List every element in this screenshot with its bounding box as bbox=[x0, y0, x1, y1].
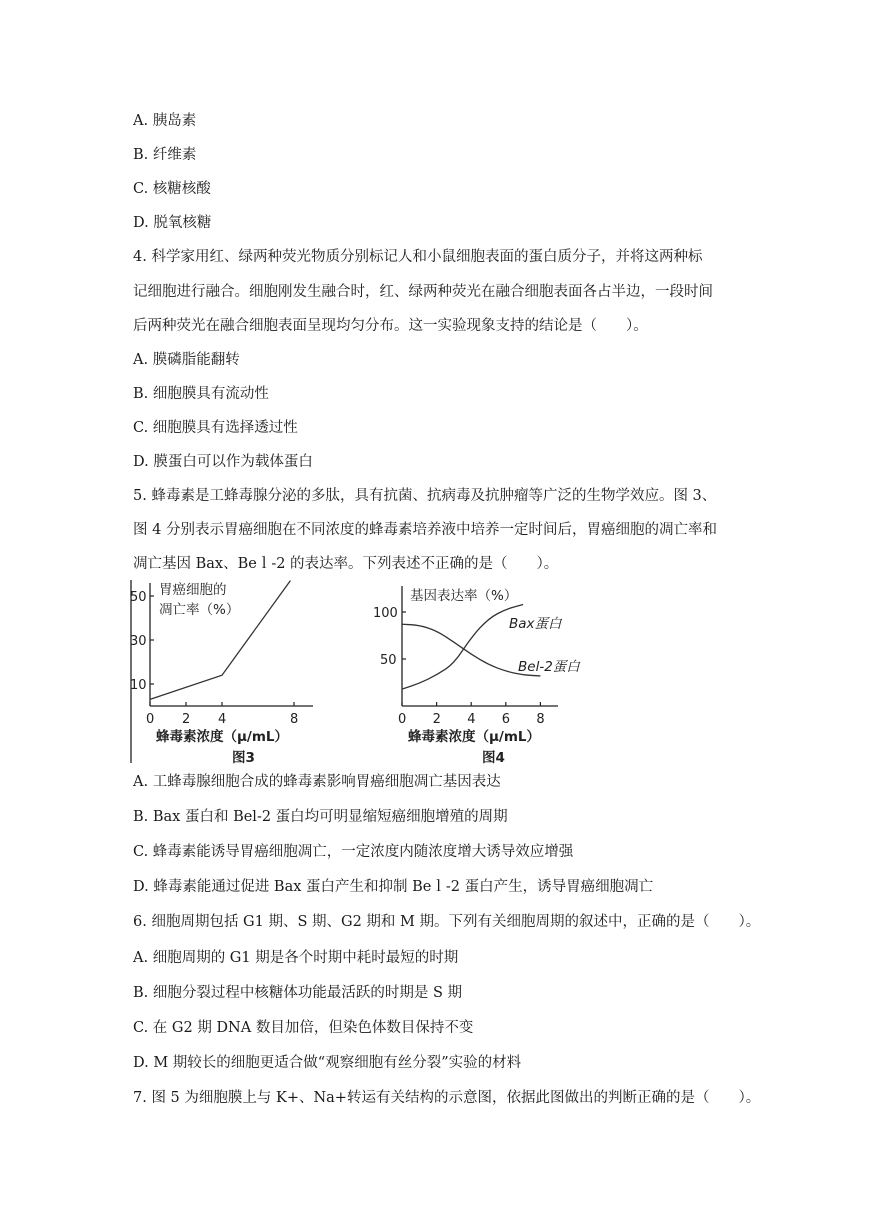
fig3-xlabel: 蜂毒素浓度（μ/mL） bbox=[156, 729, 289, 745]
fig4-xtick-label: 4 bbox=[467, 712, 476, 727]
fig4-xtick-label: 2 bbox=[432, 712, 441, 727]
fig3-ylabel-2: 凋亡率（%） bbox=[159, 602, 240, 618]
text-line: 5. 蜂毒素是工蜂毒腺分泌的多肽，具有抗菌、抗病毒及抗肿瘤等广泛的生物学效应。图 3、 bbox=[133, 488, 717, 505]
fig4-xlabel: 蜂毒素浓度（μ/mL） bbox=[408, 729, 541, 745]
fig4-series-label-bax: Bax蛋白 bbox=[509, 616, 562, 632]
fig3-ytick-label: 30 bbox=[130, 634, 147, 649]
fig4-xtick-label: 6 bbox=[501, 712, 511, 727]
text-line: A. 细胞周期的 G1 期是各个时期中耗时最短的时期 bbox=[133, 949, 459, 966]
figure-4-chart bbox=[368, 578, 608, 768]
text-line: B. 纤维素 bbox=[133, 147, 197, 164]
fig3-ytick-label: 10 bbox=[130, 678, 147, 693]
fig4-ytick-label: 50 bbox=[380, 653, 397, 668]
text-line: 7. 图 5 为细胞膜上与 K+、Na+转运有关结构的示意图，依据此图做出的判断正确的是（ ）。 bbox=[133, 1089, 761, 1106]
text-line: C. 核糖核酸 bbox=[133, 181, 211, 198]
text-line: 后两种荧光在融合细胞表面呈现均匀分布。这一实验现象支持的结论是（ ）。 bbox=[133, 317, 648, 334]
text-line: A. 胰岛素 bbox=[133, 113, 197, 129]
text-line: 6. 细胞周期包括 G1 期、S 期、G2 期和 M 期。下列有关细胞周期的叙述中，正确的是（ ）。 bbox=[133, 914, 761, 931]
fig3-ylabel-1: 胃癌细胞的 bbox=[159, 582, 227, 598]
text-line: D. 蜂毒素能通过促进 Bax 蛋白产生和抑制 Beｌ-2 蛋白产生，诱导胃癌细胞凋亡 bbox=[133, 879, 654, 896]
fig3-xtick-label: 2 bbox=[182, 712, 191, 727]
fig3-xtick-label: 0 bbox=[146, 712, 155, 727]
text-line: B. 细胞分裂过程中核糖体功能最活跃的时期是 S 期 bbox=[133, 984, 463, 1001]
text-line: 凋亡基因 Bax、Beｌ-2 的表达率。下列表述不正确的是（ ）。 bbox=[133, 556, 559, 573]
text-line: A. 工蜂毒腺细胞合成的蜂毒素影响胃癌细胞凋亡基因表达 bbox=[133, 774, 501, 790]
fig3-series-line bbox=[150, 581, 290, 700]
fig3-ytick-label: 50 bbox=[130, 590, 147, 605]
fig4-xtick-label: 0 bbox=[398, 712, 407, 727]
text-line: C. 在 G2 期 DNA 数目加倍，但染色体数目保持不变 bbox=[133, 1019, 474, 1036]
fig3-xtick-label: 8 bbox=[290, 712, 299, 727]
text-line: D. M 期较长的细胞更适合做“观察细胞有丝分裂”实验的材料 bbox=[133, 1054, 522, 1071]
text-line: C. 蜂毒素能诱导胃癌细胞凋亡，一定浓度内随浓度增大诱导效应增强 bbox=[133, 844, 574, 861]
text-line: 4. 科学家用红、绿两种荧光物质分别标记人和小鼠细胞表面的蛋白质分子，并将这两种标 bbox=[133, 249, 703, 266]
fig3-xtick-label: 4 bbox=[218, 712, 227, 727]
figure-3-chart bbox=[128, 578, 328, 768]
text-line: 图 4 分别表示胃癌细胞在不同浓度的蜂毒素培养液中培养一定时间后，胃癌细胞的凋亡率和 bbox=[133, 522, 717, 539]
fig4-bax-line bbox=[402, 604, 523, 689]
text-line: B. 细胞膜具有流动性 bbox=[133, 385, 269, 402]
fig4-caption: 图4 bbox=[482, 750, 505, 766]
fig4-axes bbox=[402, 586, 558, 706]
fig4-ytick-label: 100 bbox=[373, 606, 398, 621]
fig3-caption: 图3 bbox=[232, 750, 255, 766]
text-line: D. 膜蛋白可以作为载体蛋白 bbox=[133, 454, 313, 470]
text-line: B. Bax 蛋白和 Bel-2 蛋白均可明显缩短癌细胞增殖的周期 bbox=[133, 809, 508, 826]
fig4-series-label-bel2: Bel-2蛋白 bbox=[518, 659, 580, 675]
text-line: A. 膜磷脂能翻转 bbox=[133, 351, 240, 368]
fig4-xtick-label: 8 bbox=[536, 712, 545, 727]
text-line: C. 细胞膜具有选择透过性 bbox=[133, 419, 298, 436]
text-line: D. 脱氧核糖 bbox=[133, 215, 212, 232]
fig4-ylabel: 基因表达率（%） bbox=[410, 588, 518, 604]
text-line: 记细胞进行融合。细胞刚发生融合时，红、绿两种荧光在融合细胞表面各占半边，一段时间 bbox=[133, 283, 713, 300]
